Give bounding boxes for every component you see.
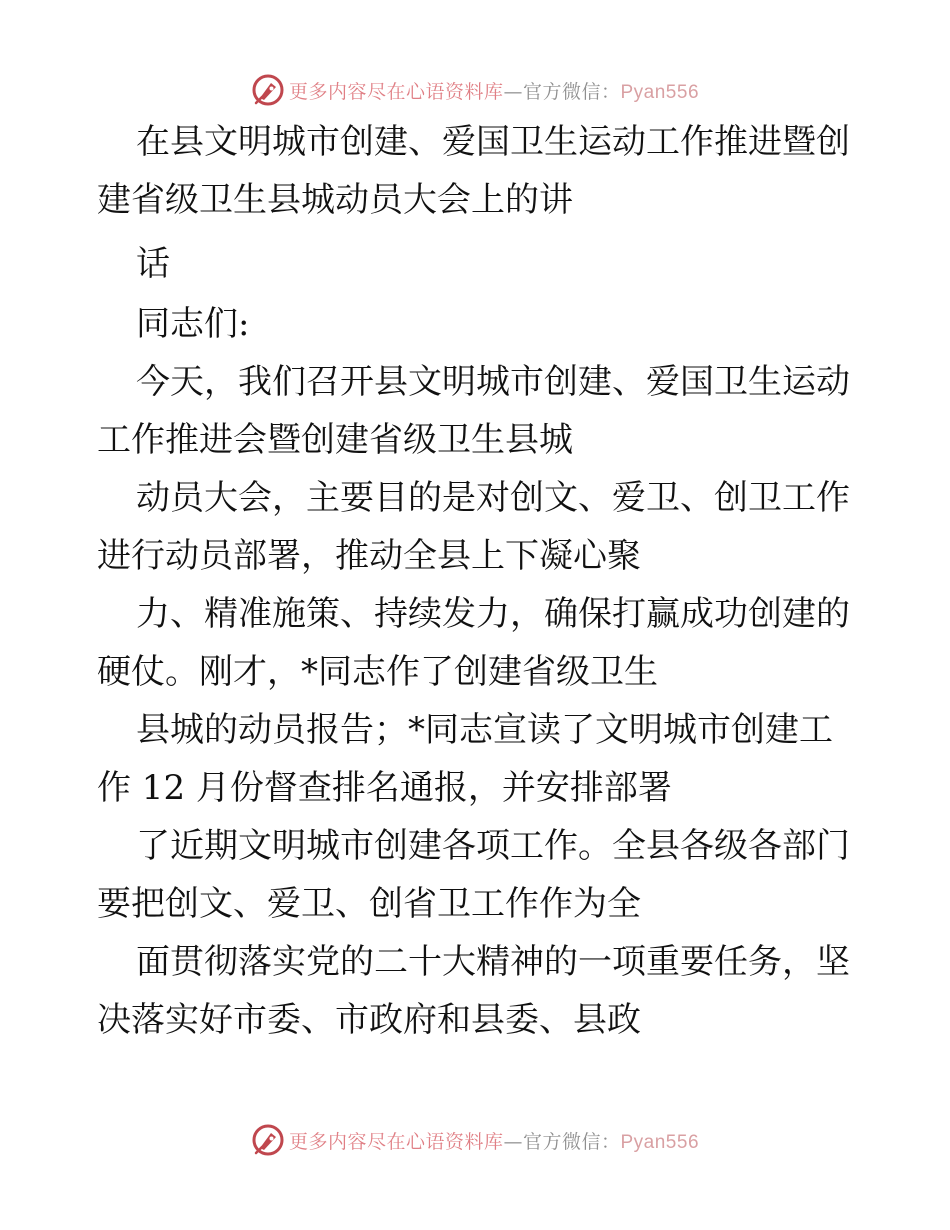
paragraph-line: 工作推进会暨创建省级卫生县城	[97, 420, 573, 460]
watermark-separator: —	[503, 1130, 523, 1153]
paragraph-line: 硬仗。刚才，*同志作了创建省级卫生	[97, 652, 658, 692]
paragraph-line: 要把创文、爱卫、创省卫工作作为全	[97, 884, 641, 924]
paragraph-line: 决落实好市委、市政府和县委、县政	[97, 1000, 641, 1040]
watermark-text	[289, 1127, 699, 1154]
paragraph-line: 进行动员部署，推动全县上下凝心聚	[97, 536, 641, 576]
header-watermark	[0, 70, 950, 110]
watermark-official-text: 官方微信：	[522, 1130, 621, 1153]
watermark-wechat-id: Pyan556	[620, 1131, 700, 1153]
watermark-text	[289, 77, 699, 104]
pen-nib-circle-icon	[251, 1123, 285, 1157]
paragraph-line: 今天，我们召开县文明城市创建、爱国卫生运动	[136, 362, 850, 402]
footer-watermark	[0, 1120, 950, 1160]
paragraph-line: 力、精准施策、持续发力，确保打赢成功创建的	[136, 594, 850, 634]
pen-nib-circle-icon	[251, 73, 285, 107]
watermark-library-text: 更多内容尽在心语资料库	[288, 1130, 504, 1153]
watermark-separator: —	[503, 80, 523, 103]
paragraph-line: 动员大会，主要目的是对创文、爱卫、创卫工作	[136, 478, 850, 518]
document-title-line-1: 在县文明城市创建、爱国卫生运动工作推进暨创	[136, 122, 850, 162]
paragraph-line: 县城的动员报告；*同志宣读了文明城市创建工	[136, 710, 833, 750]
salutation: 同志们:	[136, 304, 250, 344]
watermark-library-text: 更多内容尽在心语资料库	[288, 80, 504, 103]
document-title-line-3: 话	[136, 244, 170, 284]
paragraph-line: 面贯彻落实党的二十大精神的一项重要任务，坚	[136, 942, 850, 982]
paragraph-line: 作 12 月份督查排名通报，并安排部署	[97, 768, 672, 808]
watermark-wechat-id: Pyan556	[620, 81, 700, 103]
document-title-line-2: 建省级卫生县城动员大会上的讲	[97, 180, 573, 220]
watermark-official-text: 官方微信：	[522, 80, 621, 103]
paragraph-line: 了近期文明城市创建各项工作。全县各级各部门	[136, 826, 850, 866]
